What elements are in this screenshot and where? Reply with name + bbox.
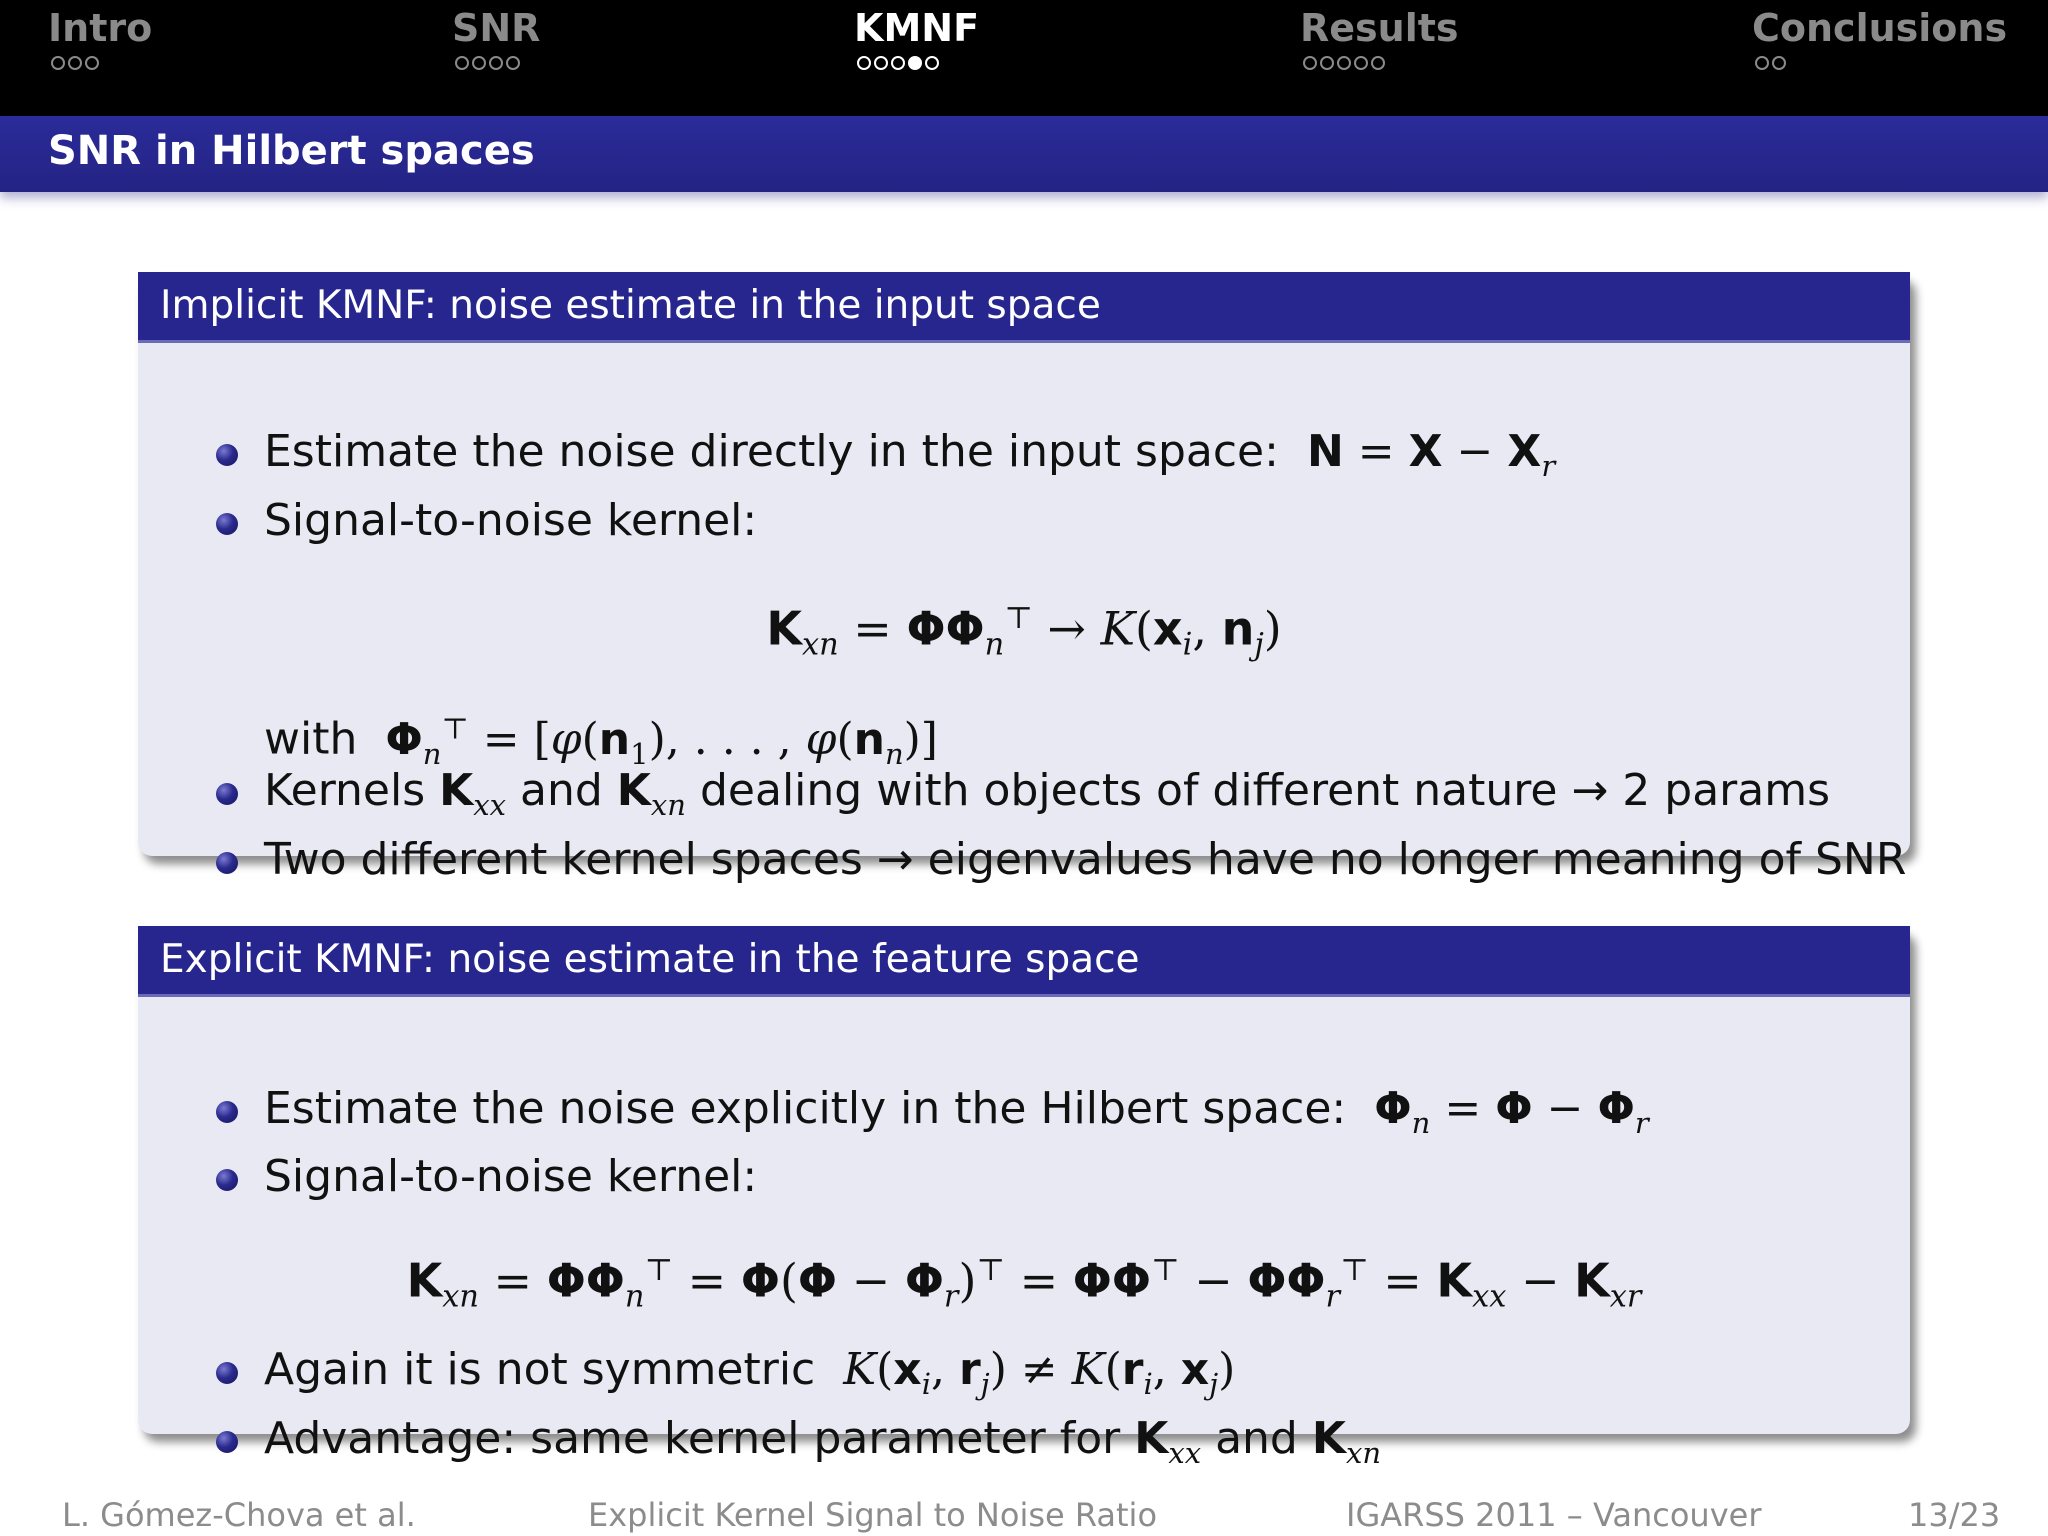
subsection-dot[interactable]	[1320, 56, 1334, 70]
bullet-item	[264, 1083, 1649, 1140]
nav-dots	[857, 56, 979, 70]
frame-title-bar	[0, 116, 2048, 192]
subsection-dot[interactable]	[85, 56, 99, 70]
bullet-item	[264, 1413, 1381, 1470]
bullet-text: Signal-to-noise kernel:	[264, 1151, 758, 1202]
bullet-item	[264, 834, 1906, 885]
subsection-dot[interactable]	[1337, 56, 1351, 70]
phi-equation: $\Phi_n^⊤ = [\varphi(n_1)$, . . . , $\varphi(n_n)$]	[385, 711, 938, 771]
bullet-icon	[216, 1431, 238, 1453]
footer-conference: IGARSS 2011 – Vancouver	[1346, 1496, 1762, 1534]
subsection-dot[interactable]	[455, 56, 469, 70]
bullet-text: dealing with objects of different nature → 2 params	[699, 765, 1831, 816]
nav-dots	[1755, 56, 2007, 70]
kxn-symbol: $K_{xn}$	[616, 765, 686, 822]
subsection-dot[interactable]	[1354, 56, 1368, 70]
bullet-icon	[216, 1362, 238, 1384]
navigation-bar	[0, 0, 2048, 116]
bullet-item	[264, 495, 757, 546]
bullet-text: Signal-to-noise kernel:	[264, 495, 758, 546]
bullet-icon	[216, 1169, 238, 1191]
nav-section-conclusions[interactable]	[1752, 6, 2007, 70]
bullet-item	[264, 1344, 1235, 1401]
kxn-symbol: $K_{xn}$	[1311, 1413, 1382, 1470]
subsection-dot[interactable]	[1772, 56, 1786, 70]
nav-section-label: Conclusions	[1752, 6, 2008, 50]
phi-definition	[264, 711, 938, 770]
nav-section-results[interactable]	[1300, 6, 1459, 70]
subsection-dot[interactable]	[874, 56, 888, 70]
kernel-equation: $K_{xn} = \Phi\Phi_n^⊤ = \Phi(\Phi - \Phi_r)^⊤ = \Phi\Phi^⊤ - \Phi\Phi_r^⊤ = K_{xx} - K_{xr}$	[406, 1253, 1642, 1315]
nav-dots	[1303, 56, 1459, 70]
bullet-icon	[216, 1101, 238, 1123]
bullet-item	[264, 765, 1830, 822]
subsection-dot[interactable]	[925, 56, 939, 70]
subsection-dot[interactable]	[1755, 56, 1769, 70]
footer-author: L. Gómez-Chova et al.	[62, 1496, 416, 1534]
kxx-symbol: $K_{xx}$	[1134, 1413, 1202, 1470]
bullet-item	[264, 1151, 757, 1202]
nav-section-intro[interactable]	[48, 6, 152, 70]
bullet-text: and	[520, 765, 603, 816]
bullet-text: Estimate the noise explicitly in the Hilbert space:	[264, 1083, 1347, 1134]
subsection-dot[interactable]	[506, 56, 520, 70]
with-text: with	[264, 713, 358, 765]
bullet-text: Advantage: same kernel parameter for	[264, 1413, 1121, 1464]
asymmetry-equation: $K(x_i$, $r_j) \ne K(r_i$, $x_j$)	[843, 1344, 1236, 1401]
implicit-kmnf-block	[138, 272, 1910, 885]
nav-section-kmnf[interactable]	[854, 6, 979, 70]
subsection-dot-current[interactable]	[908, 56, 922, 70]
nav-section-snr[interactable]	[452, 6, 540, 70]
noise-equation: $N = X - X_r$	[1306, 426, 1556, 483]
nav-section-label: KMNF	[854, 6, 980, 50]
bullet-text: Again it is not symmetric	[264, 1344, 816, 1395]
bullet-text: Kernels	[264, 765, 426, 816]
nav-dots	[51, 56, 152, 70]
noise-equation: $\Phi_n = \Phi - \Phi_r$	[1374, 1083, 1649, 1140]
nav-section-label: SNR	[452, 6, 541, 50]
bullet-icon	[216, 513, 238, 535]
subsection-dot[interactable]	[891, 56, 905, 70]
subsection-dot[interactable]	[472, 56, 486, 70]
footer-page-number: 13/23	[1908, 1496, 2001, 1534]
subsection-dot[interactable]	[489, 56, 503, 70]
bullet-icon	[216, 444, 238, 466]
bullet-item	[264, 426, 1555, 483]
bullet-icon	[216, 852, 238, 874]
bullet-icon	[216, 783, 238, 805]
block-title: Explicit KMNF: noise estimate in the feature space	[138, 926, 1910, 997]
bullet-text: Two different kernel spaces → eigenvalues have no longer meaning of SNR	[264, 834, 1907, 885]
block-title: Implicit KMNF: noise estimate in the input space	[138, 272, 1910, 343]
nav-section-label: Intro	[48, 6, 153, 50]
subsection-dot[interactable]	[1303, 56, 1317, 70]
bullet-text: and	[1215, 1413, 1298, 1464]
kernel-equation: $K_{xn} = \Phi\Phi_n^⊤ \to K(x_i$, $n_j$)	[766, 601, 1282, 663]
nav-section-label: Results	[1300, 6, 1459, 50]
nav-dots	[455, 56, 540, 70]
frame-title: SNR in Hilbert spaces	[48, 128, 535, 174]
footer-title: Explicit Kernel Signal to Noise Ratio	[588, 1496, 1158, 1534]
explicit-kmnf-block	[138, 926, 1910, 1470]
subsection-dot[interactable]	[68, 56, 82, 70]
subsection-dot[interactable]	[51, 56, 65, 70]
subsection-dot[interactable]	[857, 56, 871, 70]
bullet-text: Estimate the noise directly in the input space:	[264, 426, 1279, 477]
kxx-symbol: $K_{xx}$	[439, 765, 507, 822]
subsection-dot[interactable]	[1371, 56, 1385, 70]
